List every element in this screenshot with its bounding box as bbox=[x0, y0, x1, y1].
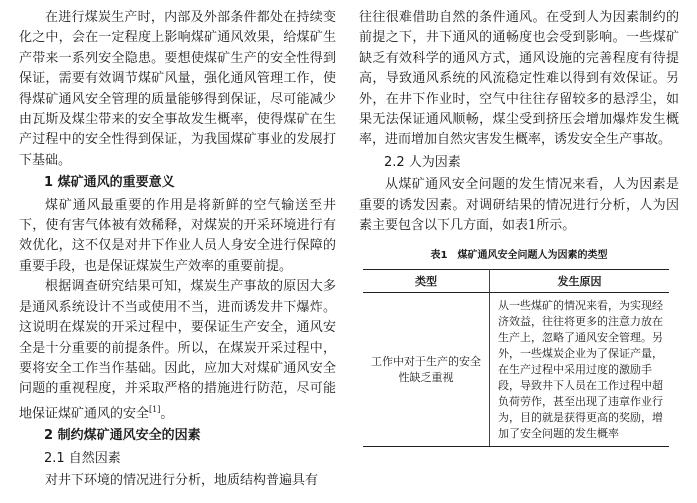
right-column bbox=[359, 8, 679, 447]
section-2-1-continued: 往往很难借助自然的条件通风。在受到人为因素制约的前提之下，井下通风的通畅度也会受到影响。一些煤矿缺乏有效科学的通风方式，通风设施的完善程度有待提高，导致通风系统的风流稳定性难以得到有效保证。另外，在井下作业时，空气中往往存留较多的悬浮尘，如果无法保证通风顺畅，煤尘受到挤压会增加爆炸发生概率，进而增加自然灾害发生概率，诱发安全生产事故。 bbox=[359, 10, 679, 148]
section-1-paragraph-2 bbox=[19, 277, 336, 424]
table-header-type: 类型 bbox=[363, 270, 490, 293]
section-2-heading: 2 制约煤矿通风安全的因素 bbox=[44, 428, 201, 444]
section-2-2-heading: 2.2 人为因素 bbox=[384, 154, 461, 170]
intro-paragraph: 在进行煤炭生产时，内部及外部条件都处在持续变化之中，会在一定程度上影响煤矿通风效果，给煤矿生产带来一系列安全隐患。要想使煤矿生产的安全性得到保证，需要有效调节煤矿风量，强化通风管理工作，使得煤矿通风安全管理的质量能够得到保证，尽可能减少由瓦斯及煤尘带来的安全事故发生概率，使得煤矿在生产过程中的安全性得到保证，为我国煤矿事业的发展打下基础。 bbox=[19, 10, 336, 168]
citation-1: [1] bbox=[149, 404, 161, 414]
table-header-row bbox=[363, 270, 669, 293]
table-1 bbox=[363, 269, 669, 447]
table-1-caption: 表1 煤矿通风安全问题人为因素的类型 bbox=[430, 250, 608, 262]
table-row bbox=[363, 293, 669, 447]
table-header-reason: 发生原因 bbox=[490, 270, 670, 293]
section-1-paragraph-2-end: 。 bbox=[160, 406, 174, 422]
table-cell-reason: 从一些煤矿的情况来看，为实现经济效益，往往将更多的注意力放在生产上，忽略了通风安全管理。另外，一些煤炭企业为了保证产量，在生产过程中采用过度的激励手段，导致井下人员在工作过程中超负荷劳作，甚至出现了违章作业行为，目的就是获得更高的奖励，增加了安全问题的发生概率 bbox=[490, 293, 670, 447]
left-column bbox=[19, 8, 336, 492]
section-2-2-paragraph: 从煤矿通风安全问题的发生情况来看，人为因素是重要的诱发因素。对调研结果的情况进行分析，人为因素主要包含以下几方面，如表1所示。 bbox=[359, 177, 679, 234]
section-1-heading: 1 煤矿通风的重要意义 bbox=[44, 175, 175, 191]
section-2-1-heading: 2.1 自然因素 bbox=[44, 450, 121, 466]
table-cell-type: 工作中对于生产的安全性缺乏重视 bbox=[363, 293, 490, 447]
section-2-1-paragraph: 对井下环境的情况进行分析，地质结构普遍具有 bbox=[45, 473, 319, 489]
section-1-paragraph-1: 煤矿通风最重要的作用是将新鲜的空气输送至井下，使有害气体被有效稀释，对煤炭的开采环境进行有效优化，这不仅是对井下作业人员人身安全进行保障的重要手段，也是保证煤炭生产效率的重要前提。 bbox=[19, 197, 336, 274]
section-1-paragraph-2-text: 根据调查研究结果可知，煤炭生产事故的原因大多是通风系统设计不当或使用不当，进而诱发井下爆炸。这说明在煤炭的开采过程中，要保证生产安全，通风安全是十分重要的前提条件。所以，在煤炭开采过程中，要将安全工作当作基础。因此，应加大对煤矿通风安全问题的重视程度，并采取严格的措施进行防范，尽可能地保证煤矿通风的安全 bbox=[19, 279, 336, 422]
